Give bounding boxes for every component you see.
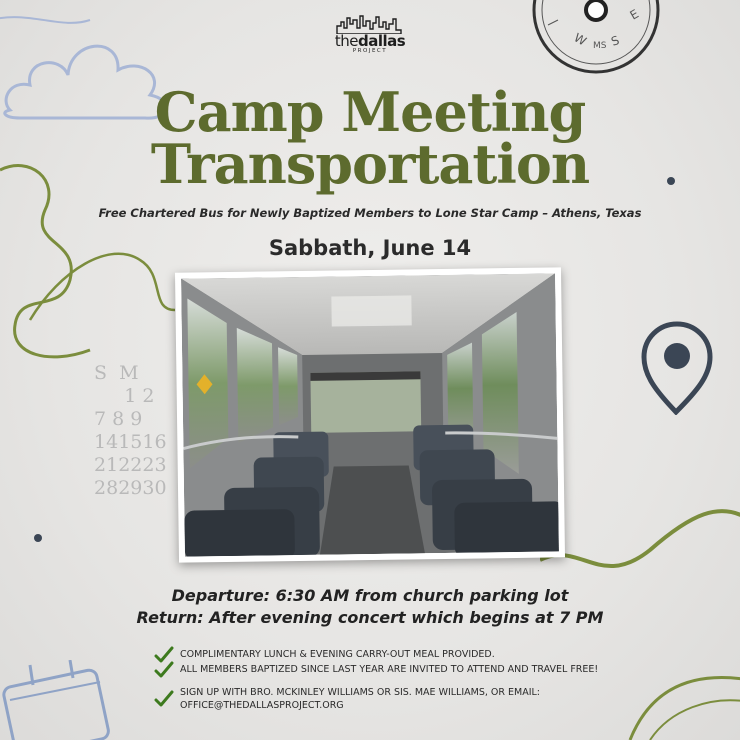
page-title-line1: Camp Meeting bbox=[154, 80, 586, 144]
logo bbox=[300, 14, 440, 62]
svg-text:MS: MS bbox=[593, 41, 607, 51]
list-item: COMPLIMENTARY LUNCH & EVENING CARRY-OUT MEAL PROVIDED. bbox=[154, 648, 674, 661]
logo-wordmark: thedallas bbox=[334, 32, 406, 50]
list-item: SIGN UP WITH BRO. MCKINLEY WILLIAMS OR SIS. MAE WILLIAMS, OR EMAIL: OFFICE@THEDALLASPROJECT.ORG bbox=[154, 686, 674, 712]
info-list bbox=[154, 648, 674, 712]
contact-email[interactable]: OFFICE@THEDALLASPROJECT.ORG bbox=[180, 700, 344, 711]
list-item: ALL MEMBERS BAPTIZED SINCE LAST YEAR ARE INVITED TO ATTEND AND TRAVEL FREE! bbox=[154, 663, 674, 676]
bus-interior-photo bbox=[181, 273, 559, 556]
event-date: Sabbath, June 14 bbox=[268, 236, 472, 260]
return-info: Return: After evening concert which begins at 7 PM bbox=[136, 608, 604, 627]
skyline-icon bbox=[335, 14, 405, 34]
subtitle: Free Chartered Bus for Newly Baptized Members to Lone Star Camp – Athens, Texas bbox=[98, 206, 642, 220]
dot bbox=[33, 533, 43, 543]
map-pin-icon bbox=[640, 320, 720, 415]
calendar-icon bbox=[0, 660, 110, 740]
check-icon bbox=[154, 661, 174, 679]
svg-text:S: S bbox=[609, 33, 622, 49]
calendar-numbers: S M 1 2 7 8 9 141516 212223 282930 bbox=[94, 362, 167, 499]
svg-text:E: E bbox=[627, 6, 642, 23]
logo-subtext: PROJECT bbox=[352, 48, 388, 54]
svg-text:W: W bbox=[571, 30, 589, 49]
check-icon bbox=[154, 690, 174, 708]
bus-photo-frame bbox=[175, 267, 565, 562]
departure-info: Departure: 6:30 AM from church parking lot bbox=[171, 586, 569, 605]
page-title-line2: Transportation bbox=[150, 132, 590, 196]
